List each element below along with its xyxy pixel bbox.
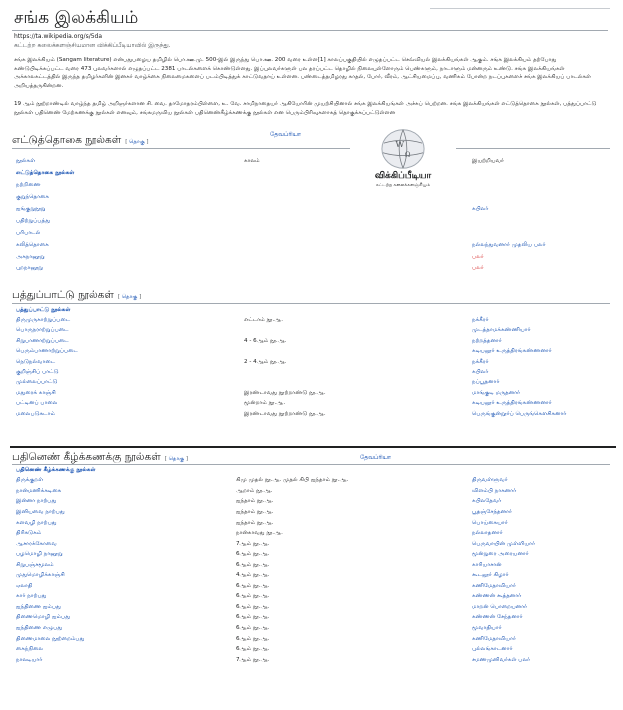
logo-wordmark: விக்கிப்பீடியா xyxy=(374,171,432,181)
author-link[interactable]: திருவள்ளுவர் xyxy=(472,477,508,484)
pathinen-table xyxy=(14,465,608,665)
work-title-link[interactable]: மலைபடுகடாம் xyxy=(16,410,56,417)
section-divider xyxy=(12,148,610,149)
period-cell: 6ஆம் நூ.ஆ. xyxy=(236,551,270,558)
page-title: சங்க இலக்கியம் xyxy=(14,8,139,28)
period-cell: 6ஆம் நூ.ஆ. xyxy=(236,603,270,610)
author-link[interactable]: பெருவாயின் முள்ளியார் xyxy=(472,540,536,547)
table-row xyxy=(14,204,608,216)
table-row xyxy=(14,180,608,192)
author-link[interactable]: மாறன் பொறையனார் xyxy=(472,603,528,610)
author-link[interactable]: கண்ணன் சேந்தனார் xyxy=(472,614,523,621)
period-cell: இரண்டாவது நூற்றாண்டு நூ.ஆ. xyxy=(244,410,326,417)
section-credit[interactable]: தேவப்ரியா xyxy=(270,131,301,138)
work-title-link[interactable]: இன்னா நாற்பது xyxy=(16,498,57,505)
period-cell xyxy=(242,239,470,251)
table-row xyxy=(14,378,608,388)
work-title-link[interactable]: பதிற்றுப்பத்து xyxy=(16,217,51,224)
table-row xyxy=(14,570,608,581)
column-header: இயற்றியவர் xyxy=(472,158,504,165)
table-row xyxy=(14,326,608,336)
author-link[interactable]: கூடலூர் கிழார் xyxy=(472,572,509,579)
wikipedia-globe-icon xyxy=(374,124,432,170)
table-row xyxy=(14,315,608,325)
table-row xyxy=(14,539,608,550)
work-title-link[interactable]: ஐந்திணை எழுபது xyxy=(16,624,63,631)
author-link[interactable]: கபிலர் xyxy=(472,206,489,212)
edit-link[interactable]: [ தொகு ] xyxy=(125,139,149,145)
work-title-link[interactable]: ஐங்குறுநூறு xyxy=(16,206,46,212)
period-cell xyxy=(242,326,470,336)
author-link[interactable]: புல்லங்காடனார் xyxy=(472,646,513,653)
author-link[interactable]: கபிலர் xyxy=(472,369,489,376)
period-cell xyxy=(242,367,470,377)
work-title-link[interactable]: பொருநராற்றுப்படை xyxy=(16,327,69,334)
period-cell xyxy=(242,215,470,227)
edit-link[interactable]: [ தொகு ] xyxy=(117,294,142,300)
table-row xyxy=(14,409,608,419)
edit-link[interactable]: [ தொகு ] xyxy=(164,456,189,462)
author-link[interactable]: பெருங்குன்றூர்ப் பெருங்கௌசிகனார் xyxy=(472,410,567,417)
work-title-link[interactable]: சிறுபஞ்சமூலம் xyxy=(16,561,54,568)
table-caption[interactable]: பத்துப்பாட்டு நூல்கள் xyxy=(16,306,71,313)
table-row xyxy=(14,518,608,529)
period-cell: ஐந்தாம் நூ.ஆ. xyxy=(236,498,274,505)
section-heading-text: பத்துப்பாட்டு நூல்கள் xyxy=(12,289,114,301)
table-row xyxy=(14,602,608,613)
table-row xyxy=(14,215,608,227)
work-title-link[interactable]: திரிகடுகம் xyxy=(16,530,42,537)
section-heading-pathinen xyxy=(12,451,188,464)
table-row xyxy=(14,263,608,275)
work-title-link[interactable]: ஏலாதி xyxy=(16,582,33,589)
author-link[interactable]: பொய்கையார் xyxy=(472,519,508,526)
work-title-link[interactable]: ஆசாரக்கோவை xyxy=(16,540,57,547)
table-row xyxy=(14,367,608,377)
period-cell xyxy=(242,227,470,239)
work-title-link[interactable]: முல்லைப்பாட்டு xyxy=(16,379,58,386)
author-link[interactable]: விளம்பி நாகனார் xyxy=(472,487,517,494)
author-link[interactable] xyxy=(470,180,608,192)
short-url[interactable]: https://ta.wikipedia.org/s/5da xyxy=(14,33,103,40)
table-row xyxy=(14,581,608,592)
table-row xyxy=(14,347,608,357)
table-row xyxy=(14,388,608,398)
author-link[interactable]: மூவாதியார் xyxy=(472,624,502,631)
period-cell: ஆறாம் நூ.ஆ. xyxy=(236,487,273,494)
period-cell: 6ஆம் நூ.ஆ. xyxy=(236,593,270,600)
work-title-link[interactable]: நான்மணிக்கடிகை xyxy=(16,487,62,494)
work-title-link[interactable]: கார் நாற்பது xyxy=(16,593,47,600)
author-link[interactable]: முடத்தாமக்கண்ணியார் xyxy=(472,327,531,334)
work-title-link[interactable]: திணைமாலை நூற்றைம்பது xyxy=(16,635,85,642)
wikipedia-logo[interactable] xyxy=(350,124,456,196)
table-row xyxy=(14,507,608,518)
author-link[interactable]: பலர் xyxy=(472,253,484,260)
period-cell: 6ஆம் நூ.ஆ. xyxy=(236,646,270,653)
svg-text:Ω: Ω xyxy=(404,150,411,159)
period-cell xyxy=(242,378,470,388)
table-row xyxy=(14,251,608,263)
table-caption[interactable]: எட்டுத்தொகை நூல்கள் xyxy=(16,170,75,177)
table-caption-row xyxy=(14,168,608,180)
period-cell: இரண்டாவது நூற்றாண்டு நூ.ஆ. xyxy=(244,389,326,396)
section-heading-text: எட்டுத்தொகை நூல்கள் xyxy=(12,134,122,146)
edit-link-text[interactable]: தொகு xyxy=(168,456,185,462)
author-link[interactable]: நல்லாதனார் xyxy=(472,530,503,537)
period-cell: 6ஆம் நூ.ஆ. xyxy=(236,624,270,631)
author-link[interactable]: பலர் xyxy=(472,265,484,272)
period-cell xyxy=(242,204,470,216)
period-cell: 7ஆம் நூ.ஆ. xyxy=(236,540,270,547)
work-title-link[interactable]: திருமுருகாற்றுப்படை xyxy=(16,317,71,324)
author-link[interactable] xyxy=(470,192,608,204)
table-row xyxy=(14,560,608,571)
period-cell: கிமு முதல் நூ.ஆ. முதல் கிபி ஐந்தாம் நூ.ஆ. xyxy=(236,477,349,484)
table-row xyxy=(14,192,608,204)
period-cell: 4ஆம் நூ.ஆ. xyxy=(236,572,270,579)
table-row xyxy=(14,634,608,645)
author-link[interactable]: கடியலூர் உருத்திரங்கண்ணனார் xyxy=(472,348,552,355)
section-divider xyxy=(12,303,610,304)
work-title-link[interactable]: மதுரைக் காஞ்சி xyxy=(16,389,56,396)
table-row xyxy=(14,644,608,655)
work-title-link[interactable]: களவழி நாற்பது xyxy=(16,519,57,526)
table-caption-row xyxy=(14,305,608,315)
table-row xyxy=(14,549,608,560)
work-title-link[interactable]: இனியவை நாற்பது xyxy=(16,508,65,515)
author-link[interactable]: பூதஞ்சேந்தனார் xyxy=(472,508,512,515)
table-row xyxy=(14,655,608,666)
table-row xyxy=(14,399,608,409)
work-title-link[interactable]: நாலடியார் xyxy=(16,656,43,663)
table-row xyxy=(14,592,608,603)
period-cell: 6ஆம் நூ.ஆ. xyxy=(236,582,270,589)
author-link[interactable]: கண்ணன் கூத்தனார் xyxy=(472,593,522,600)
period-cell xyxy=(242,263,470,275)
table-row xyxy=(14,239,608,251)
author-link[interactable]: சமணமுனிவர்கள் பலர் xyxy=(472,656,531,663)
table-caption-row xyxy=(14,465,608,476)
section-separator xyxy=(10,446,616,448)
work-title-link[interactable]: நற்றிணை xyxy=(16,182,41,189)
table-row xyxy=(14,476,608,487)
work-title-link[interactable]: ஐந்திணை ஐம்பது xyxy=(16,603,61,610)
svg-text:W: W xyxy=(395,140,405,150)
author-link[interactable]: கடியலூர் உருத்திரங்கண்ணனார் xyxy=(472,400,552,407)
work-title-link[interactable]: பரிபாடல் xyxy=(16,229,41,236)
table-caption[interactable]: பதினெண் கீழ்க்கணக்கு நூல்கள் xyxy=(16,466,96,473)
work-title-link[interactable]: திருக்குறள் xyxy=(16,477,44,484)
period-cell: நான்காவது நூ.ஆ. xyxy=(236,530,283,537)
table-header-row xyxy=(14,156,608,168)
column-header[interactable]: நூல்கள் xyxy=(16,158,36,165)
edit-link-text[interactable]: தொகு xyxy=(129,139,145,145)
author-link[interactable] xyxy=(470,227,608,239)
work-title-link[interactable]: குறிஞ்சிப் பாட்டு xyxy=(16,369,59,376)
table-row xyxy=(14,357,608,367)
section-heading-ettuthogai xyxy=(12,134,149,147)
author-link[interactable]: நக்கீரர் xyxy=(472,358,489,365)
author-link[interactable]: மாங்குடி மருதனார் xyxy=(472,389,521,396)
table-row xyxy=(14,336,608,346)
work-title-link[interactable]: பட்டினப் பாலை xyxy=(16,400,58,407)
table-row xyxy=(14,528,608,539)
period-cell xyxy=(242,251,470,263)
period-cell xyxy=(242,347,470,357)
table-row xyxy=(14,623,608,634)
title-divider xyxy=(12,30,608,31)
intro-paragraph-1: சங்க இலக்கியம் (Sangam literature) என்பதுபழைய தமிழில் பொ.ஊ.மு. 500-இல் இருந்து பொ.ஊ. 200 வரை உள்ள[1] காலப்பகுதியில் எழுதப்பட்ட செவ்வியல் இலக்கியங்கள் ஆகும். சங்க இலக்கியம் தற்போது கண்டுபிடிக்கப்பட்ட வரை 473 புலவர்களால் எழுதப்பட்ட 2381 பாடல்களைக் கொண்டுள்ளது. இப்புலவர்களுள் பல தரப்பட்ட தொழில் நிலையுள்ளோரும் பெண்களும், நாடாளும் மன்னரும் உண்டு. சங்க இலக்கியங்கள் அக்காலகட்டத்தில் இருந்த தமிழர்களின் இனசுர் வாழ்க்கை நிலைமைகளைப் படம்பிடித்துக் காட்டுவதாய் உள்ளன. பண்டைத்தமிழரது காதல், போர், வீரம், ஆட்சியமைப்பு, வணிகம் போன்ற நடப்புகளைச் சங்க இலக்கியப் பாடல்கள் அறியத்தருகின்றன. xyxy=(14,57,592,89)
column-header: காலம் xyxy=(244,158,260,165)
work-title-link[interactable]: திணைமொழி ஐம்பது xyxy=(16,614,71,621)
section-heading-pathuppattu xyxy=(12,289,141,302)
work-title-link[interactable]: சிறுபாணாற்றுப்படை xyxy=(16,337,69,344)
author-link[interactable]: கணிமேதாவியார் xyxy=(472,582,516,589)
work-title-link[interactable]: புறநானூறு xyxy=(16,265,43,272)
work-title-link[interactable]: குறுந்தொகை xyxy=(16,194,49,201)
period-cell: ஐந்தாம் நூ.ஆ. xyxy=(236,519,274,526)
work-title-link[interactable]: கலித்தொகை xyxy=(16,241,49,248)
logo-tagline: கட்டற்ற கலைக்களஞ்சியம் xyxy=(375,183,431,188)
period-cell: 2 - 4ஆம் நூ.ஆ. xyxy=(244,358,287,365)
author-link[interactable]: நல்லந்துவனார் முதலிய பலர் xyxy=(472,241,546,248)
intro-paragraph-2: 19 ஆம் நூற்றாண்டில் வாழ்ந்த தமிழ் அறிஞர்களான சி. வை. தாமோதரம்பிள்ளை, உ. வே. சாமிநாதையர் ஆகியோரின் முயற்சியினால் சங்க இலக்கியங்கள் அச்சுப் பெற்றன. சங்க இலக்கியங்கள் எட்டுத்தொகை நூல்கள், பத்துப்பாட்டு நூல்கள் பதினெண் மேற்கணக்கு நூல்கள் எனவும், சங்கமருவிய நூல்கள் பதினெண்கீழ்க்கணக்கு நூல்கள் என பெரும்பிரிவுகளாகத் தொகுக்கப்பட்டுள்ளன xyxy=(14,101,597,116)
period-cell: எட்டாம் நூ.ஆ. xyxy=(244,317,283,324)
author-link[interactable]: மூன்றுரை அரையனார் xyxy=(472,551,529,558)
period-cell: 7ஆம் நூ.ஆ. xyxy=(236,656,270,663)
section-heading-text: பதினெண் கீழ்க்கணக்கு நூல்கள் xyxy=(12,451,161,463)
work-title-link[interactable]: நெடுநல்வாடை xyxy=(16,358,56,365)
table-row xyxy=(14,497,608,508)
author-link[interactable]: நக்கீரர் xyxy=(472,317,489,324)
period-cell: மூன்றாம் நூ.ஆ. xyxy=(244,400,286,407)
table-row xyxy=(14,227,608,239)
work-title-link[interactable]: பெரும்பாணாற்றுப்படை xyxy=(16,348,78,355)
section-credit[interactable]: தேவப்ரியா xyxy=(360,454,391,461)
table-row xyxy=(14,613,608,624)
work-title-link[interactable]: முதுமொழிக்காஞ்சி xyxy=(16,572,65,579)
work-title-link[interactable]: கைந்நிலை xyxy=(16,646,44,653)
author-link[interactable]: காரியாசான் xyxy=(472,561,502,568)
period-cell: 6ஆம் நூ.ஆ. xyxy=(236,561,270,568)
author-link[interactable]: கணிமேதாவியார் xyxy=(472,635,516,642)
top-divider xyxy=(430,8,610,9)
tagline: கட்டற்ற கலைக்களஞ்சியமான விக்கிப்பீடியாவில் இருந்து. xyxy=(14,42,171,49)
author-link[interactable]: நற்றத்தனார் xyxy=(472,337,502,344)
author-link[interactable]: நப்பூதனார் xyxy=(472,379,500,386)
author-link[interactable]: கபிலதேவர் xyxy=(472,498,502,505)
author-link[interactable] xyxy=(470,215,608,227)
period-cell: 6ஆம் நூ.ஆ. xyxy=(236,614,270,621)
table-row xyxy=(14,486,608,497)
period-cell: 6ஆம் நூ.ஆ. xyxy=(236,635,270,642)
work-title-link[interactable]: பழமொழி நானூறு xyxy=(16,551,63,558)
edit-link-text[interactable]: தொகு xyxy=(121,294,138,300)
period-cell: 4 - 6ஆம் நூ.ஆ. xyxy=(244,337,287,344)
period-cell: ஐந்தாம் நூ.ஆ. xyxy=(236,508,274,515)
ettuthogai-table xyxy=(14,156,608,275)
pathuppattu-table xyxy=(14,305,608,419)
work-title-link[interactable]: அகநானூறு xyxy=(16,253,45,260)
